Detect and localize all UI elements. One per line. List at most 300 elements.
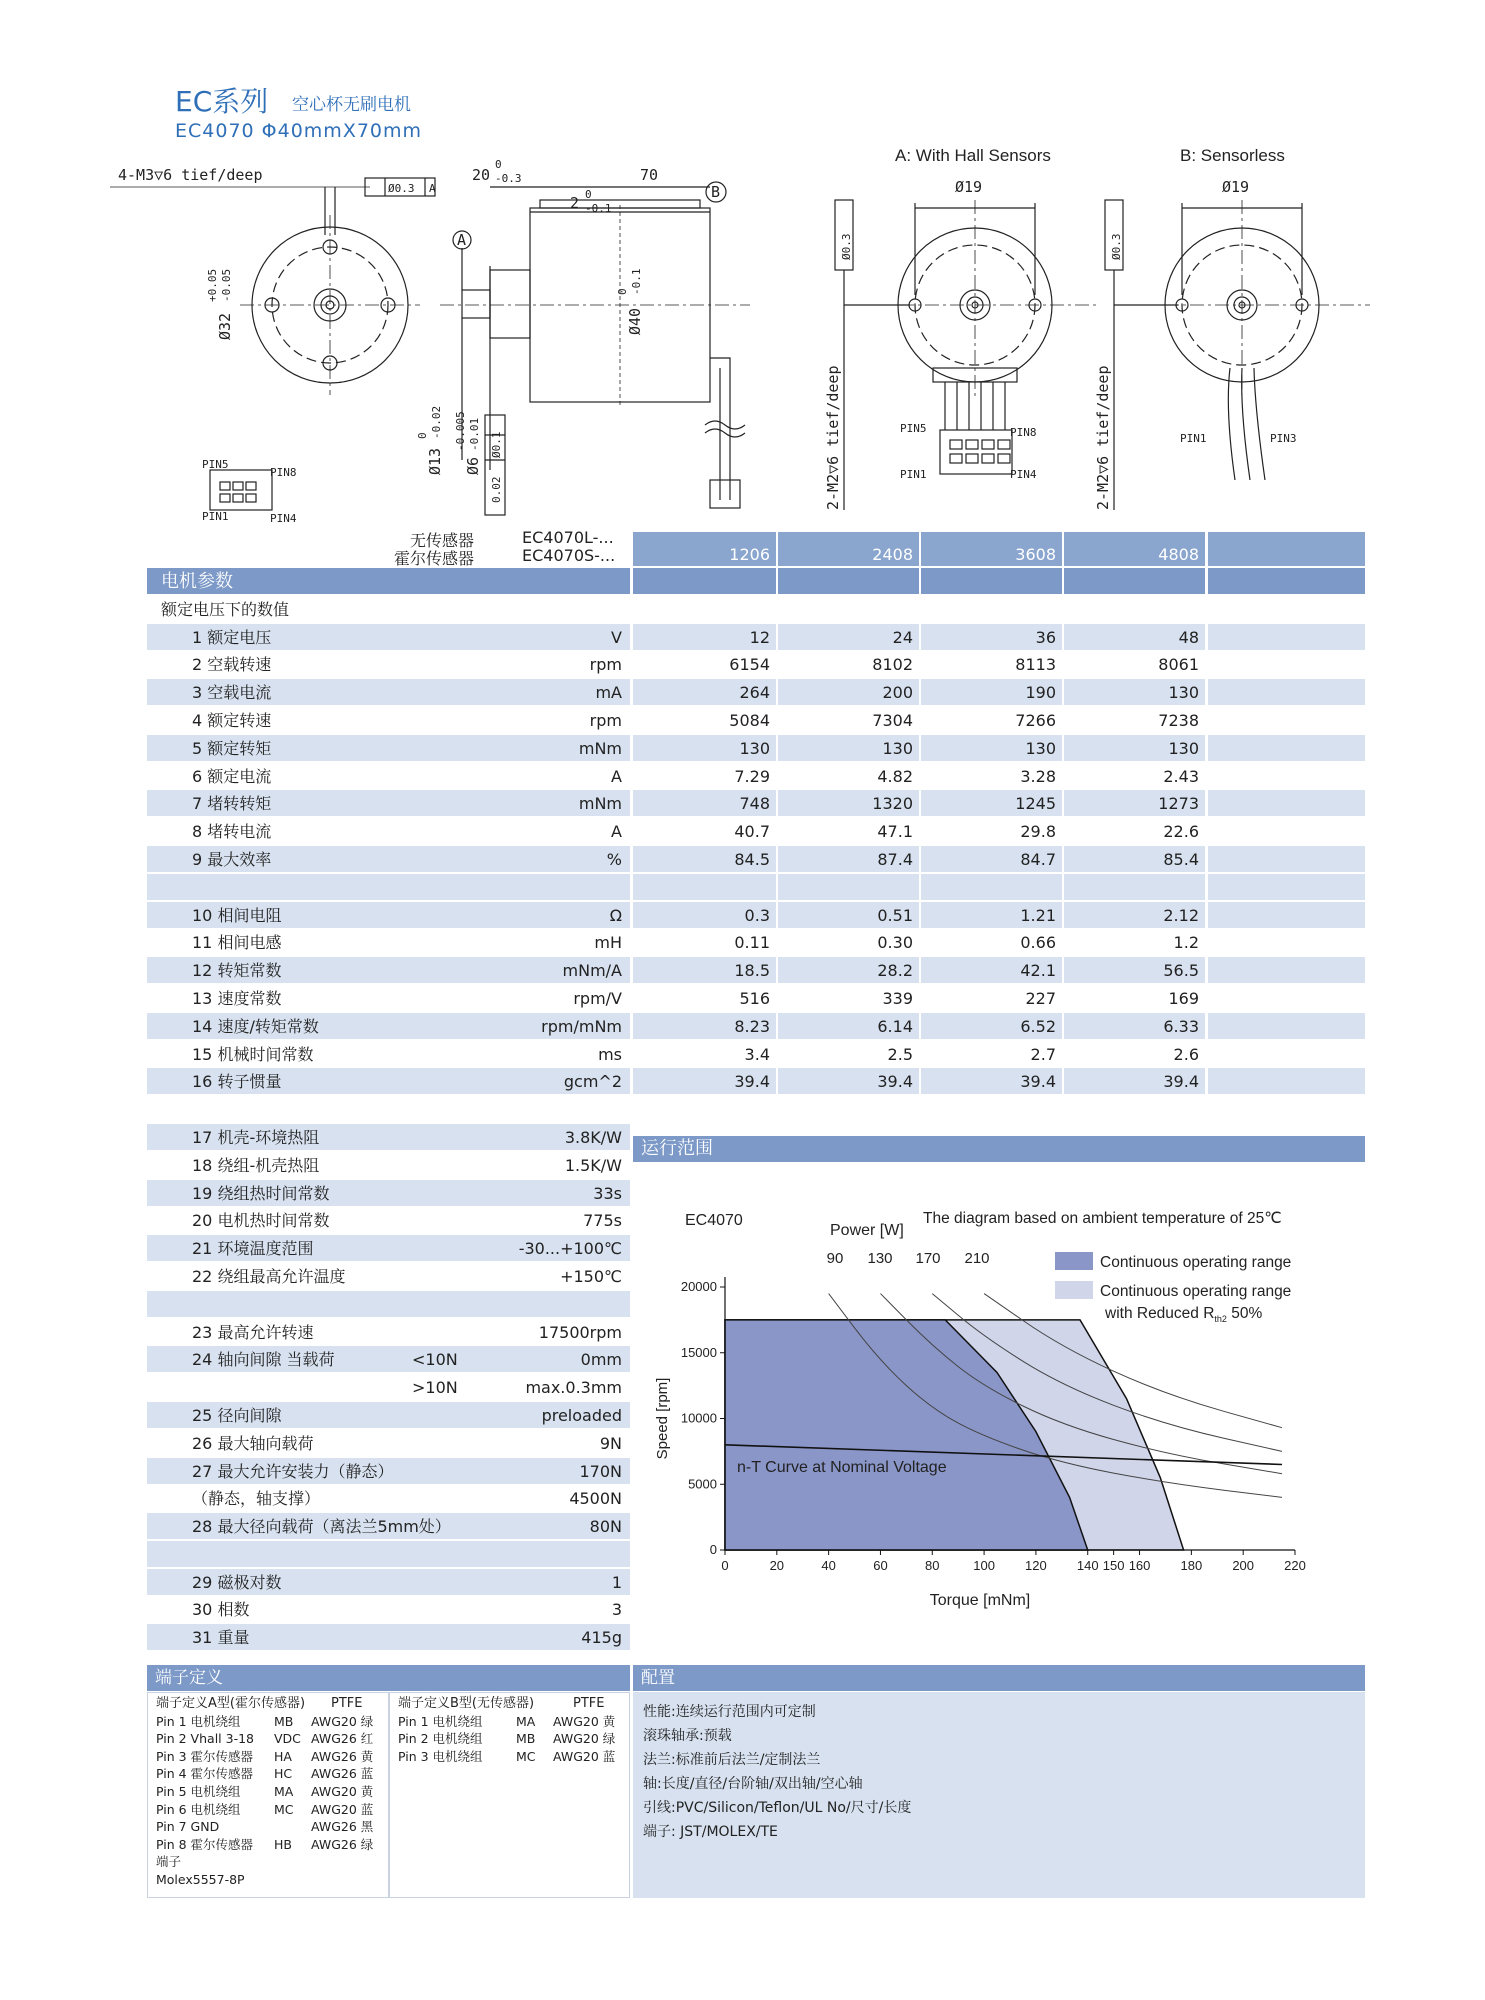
dim-20-tol-bot: -0.3 (495, 172, 522, 185)
param-row (147, 1041, 1365, 1069)
pin-awg: AWG20 蓝 (553, 1748, 616, 1764)
sensorless-dia19: Ø19 (1222, 178, 1250, 196)
param-name: 1 额定电压 (192, 627, 272, 647)
param-name: 9 最大效率 (192, 849, 272, 869)
legend-swatch-continuous (1055, 1252, 1093, 1270)
param-row (147, 846, 1365, 874)
table-cell: 56.5 (1064, 957, 1205, 983)
table-cell: 39.4 (1064, 1068, 1205, 1094)
param-unit: rpm (589, 710, 622, 730)
param-name: 16 转子惯量 (192, 1072, 282, 1092)
param-row (147, 985, 1365, 1013)
dim-20: 20 (472, 166, 491, 184)
pin-signal: MB (516, 1731, 536, 1747)
x-tick-label: 180 (1180, 1558, 1203, 1573)
pin-label: Pin 6 电机绕组 (156, 1801, 241, 1817)
legend-label-reduced-2: with Reduced $R_{th2}$ 50% (1105, 1305, 1263, 1324)
pin-label: Pin 2 Vhall 3-18 (156, 1731, 254, 1747)
table-cell: 7304 (778, 707, 919, 733)
pin-label: Pin 8 霍尔传感器 (156, 1836, 254, 1852)
table-cell (147, 707, 630, 733)
table-cell (633, 874, 776, 900)
pin-awg: AWG20 黄 (553, 1713, 616, 1729)
table-cell: 8.23 (633, 1013, 776, 1039)
table-cell: 7.29 (633, 763, 776, 789)
param-row (147, 1068, 1365, 1096)
dim-40-tol-top: 0 (616, 288, 629, 295)
table-cell: 28.2 (778, 957, 919, 983)
table-cell (147, 624, 630, 650)
range-title: 运行范围 (633, 1136, 1365, 1162)
param-row (147, 763, 1365, 791)
table-cell (147, 1374, 630, 1400)
pin-type-title: 端子定义A型(霍尔传感器) (156, 1696, 306, 1711)
param-row (147, 679, 1365, 707)
param-value: 9N (599, 1433, 622, 1453)
pin-wire-type: PTFE (573, 1696, 605, 1711)
param-unit: rpm/mNm (541, 1016, 622, 1036)
config-box (633, 1692, 1365, 1898)
table-cell: 2.7 (921, 1041, 1062, 1067)
x-tick-label: 80 (925, 1558, 940, 1573)
param-value: 415g (581, 1628, 622, 1648)
param-sub: <10N (412, 1350, 458, 1370)
rated-header: 额定电压下的数值 (161, 599, 290, 619)
sensorless-pin1-label: PIN1 (1180, 432, 1207, 445)
pin-awg: AWG20 蓝 (311, 1801, 374, 1817)
dim-6-tol-bot: -0.01 (468, 417, 481, 451)
param-name: （静态，轴支撑） (192, 1489, 321, 1509)
param-unit: A (611, 766, 622, 786)
param-name: 31 重量 (192, 1628, 250, 1648)
x-axis-label: Torque [mNm] (929, 1592, 1031, 1609)
table-cell: 48 (1064, 624, 1205, 650)
table-cell: 85.4 (1064, 846, 1205, 872)
pin-wire-type: PTFE (331, 1696, 363, 1711)
param-unit: mNm (578, 794, 622, 814)
param-value: 0mm (580, 1350, 622, 1370)
pin-row (398, 1748, 628, 1766)
table-cell (1208, 902, 1365, 928)
table-cell (1208, 1013, 1365, 1039)
table-cell: 339 (778, 985, 919, 1011)
table-cell (147, 957, 630, 983)
table-cell: 42.1 (921, 957, 1062, 983)
param-value: 3 (611, 1600, 622, 1620)
param-row (147, 1013, 1365, 1041)
table-cell (633, 568, 776, 594)
dim-32-tol-top: +0.05 (206, 268, 219, 302)
table-cell (1064, 1096, 1205, 1122)
blank-row (147, 1541, 630, 1567)
table-cell: 6.33 (1064, 1013, 1205, 1039)
y-axis-label: Speed [rpm] (654, 1377, 671, 1460)
table-cell (633, 596, 776, 622)
hall-code: EC4070S-... (522, 546, 616, 565)
param-row (147, 818, 1365, 846)
table-cell (147, 1068, 630, 1094)
pin-label: Pin 3 霍尔传感器 (156, 1748, 254, 1764)
pin-signal: HB (274, 1836, 292, 1852)
pin-signal: MA (274, 1783, 294, 1799)
param-name: 17 机壳-环境热阻 (192, 1127, 320, 1147)
dim-20-tol-top: 0 (495, 158, 502, 171)
rated-header-row (147, 596, 1365, 624)
table-cell (778, 1096, 919, 1122)
param-row (147, 624, 1365, 652)
table-cell: 87.4 (778, 846, 919, 872)
param-unit: % (606, 849, 622, 869)
table-cell (147, 1041, 630, 1067)
hall-pin5-label: PIN5 (900, 422, 927, 435)
table-cell (778, 874, 919, 900)
table-cell (147, 1569, 630, 1595)
sensorless-flat-tolerance: Ø0.3 (1110, 233, 1123, 260)
blank-row (147, 1096, 1365, 1124)
x-tick-label: 0 (721, 1558, 729, 1573)
pin-label: Pin 1 电机绕组 (156, 1713, 241, 1729)
dim-2: 2 (570, 194, 580, 212)
table-cell: 29.8 (921, 818, 1062, 844)
table-cell: 39.4 (921, 1068, 1062, 1094)
param-value: 170N (579, 1461, 622, 1481)
dim-70: 70 (640, 166, 659, 184)
dim-13: Ø13 (426, 447, 444, 475)
table-cell (778, 596, 919, 622)
param-row (147, 651, 1365, 679)
pin-awg: AWG26 黄 (311, 1748, 374, 1764)
table-cell: 7266 (921, 707, 1062, 733)
table-cell (1208, 846, 1365, 872)
param-value: 33s (593, 1183, 622, 1203)
pin-list-a (156, 1695, 386, 1889)
table-cell (921, 596, 1062, 622)
param-name: 11 相间电感 (192, 933, 282, 953)
table-cell (147, 902, 630, 928)
param-row (147, 790, 1365, 818)
param-value: preloaded (541, 1405, 622, 1425)
pin-row (156, 1783, 386, 1801)
table-cell (1208, 790, 1365, 816)
pin-signal: HC (274, 1766, 293, 1782)
table-cell: 6.14 (778, 1013, 919, 1039)
table-cell: 36 (921, 624, 1062, 650)
param-name: 8 堵转电流 (192, 822, 272, 842)
table-cell (1208, 874, 1365, 900)
y-tick-label: 5000 (688, 1476, 717, 1492)
table-cell: 130 (921, 735, 1062, 761)
table-cell (147, 818, 630, 844)
table-cell: 5084 (633, 707, 776, 733)
param-unit: rpm (589, 655, 622, 675)
param-value: 775s (583, 1211, 622, 1231)
table-cell: 130 (1064, 735, 1205, 761)
tol-01: Ø0.1 (490, 431, 503, 458)
table-cell: 2.12 (1064, 902, 1205, 928)
table-cell (147, 985, 630, 1011)
table-cell: 2.6 (1064, 1041, 1205, 1067)
legend-swatch-reduced (1055, 1281, 1093, 1299)
config-item: 轴:长度/直径/台阶轴/双出轴/空心轴 (643, 1776, 863, 1792)
hall-pin1-label: PIN1 (900, 468, 927, 481)
param-unit: mA (595, 683, 622, 703)
conn-pin1-label: PIN1 (202, 510, 229, 523)
pin-label: Pin 1 电机绕组 (398, 1713, 483, 1729)
param-name: 3 空载电流 (192, 683, 272, 703)
table-cell: 电机参数 (147, 568, 630, 594)
chart-title: EC4070 (685, 1212, 743, 1229)
table-cell (1208, 651, 1365, 677)
param-value: 1.5K/W (564, 1155, 622, 1175)
param-row (147, 707, 1365, 735)
table-cell: 8061 (1064, 651, 1205, 677)
table-cell (1208, 596, 1365, 622)
x-tick-label: 220 (1284, 1558, 1306, 1573)
y-tick-label: 10000 (680, 1410, 717, 1426)
param-name: 7 堵转转矩 (192, 794, 272, 814)
table-cell: 0.3 (633, 902, 776, 928)
dim-2-tol-top: 0 (585, 188, 592, 201)
param-unit: Ω (609, 905, 622, 925)
table-cell (147, 1402, 630, 1428)
param-name: 27 最大允许安装力（静态） (192, 1461, 394, 1481)
table-cell (147, 874, 630, 900)
params-section-row (147, 568, 1365, 596)
pin-awg: AWG26 黑 (311, 1819, 374, 1835)
nominal-curve-label: n-T Curve at Nominal Voltage (737, 1459, 947, 1476)
param-name: 20 电机热时间常数 (192, 1211, 330, 1231)
table-cell (147, 1319, 630, 1345)
table-cell (147, 1013, 630, 1039)
table-cell (147, 1096, 630, 1122)
conn-pin8-label: PIN8 (270, 466, 297, 479)
table-cell: 130 (633, 735, 776, 761)
table-cell (147, 1346, 630, 1372)
y-tick-label: 20000 (680, 1279, 717, 1294)
dim-6: Ø6 (464, 456, 482, 475)
table-cell (147, 846, 630, 872)
config-item: 法兰:标准前后法兰/定制法兰 (643, 1752, 821, 1768)
x-tick-label: 40 (821, 1558, 836, 1573)
table-cell (1208, 929, 1365, 955)
table-cell: 130 (778, 735, 919, 761)
table-cell: 3.28 (921, 763, 1062, 789)
x-tick-label: 160 (1128, 1558, 1151, 1573)
pins-title: 端子定义 (147, 1665, 630, 1691)
table-cell (147, 1180, 630, 1206)
param-name: 28 最大径向载荷（离法兰5mm处） (192, 1517, 451, 1537)
pin-awg: AWG20 绿 (553, 1731, 616, 1747)
y-tick-label: 15000 (680, 1344, 717, 1360)
param-name: 18 绕组-机壳热阻 (192, 1155, 320, 1175)
chart-note: The diagram based on ambient temperature of 25℃ (923, 1210, 1282, 1227)
table-cell (1208, 624, 1365, 650)
table-cell (921, 568, 1062, 594)
param-name: 25 径向间隙 (192, 1405, 282, 1425)
param-name: 23 最高允许转速 (192, 1322, 314, 1342)
param-value: 17500rpm (538, 1322, 622, 1342)
table-cell: 1245 (921, 790, 1062, 816)
table-cell (147, 1152, 630, 1178)
x-tick-label: 20 (769, 1558, 785, 1573)
table-cell (147, 1124, 630, 1150)
param-name: 10 相间电阻 (192, 905, 282, 925)
y-tick-label: 0 (709, 1542, 717, 1557)
pin-row (398, 1713, 628, 1731)
table-cell: 40.7 (633, 818, 776, 844)
table-cell: 190 (921, 679, 1062, 705)
param-value: max.0.3mm (525, 1378, 622, 1398)
param-unit: rpm/V (573, 988, 622, 1008)
table-cell: 264 (633, 679, 776, 705)
pin-row (156, 1818, 386, 1836)
param-unit: mNm/A (562, 961, 622, 981)
pin-signal: VDC (274, 1731, 301, 1747)
param-name: 24 轴向间隙 当载荷 (192, 1350, 335, 1370)
conn-pin5-label: PIN5 (202, 458, 229, 471)
param-row (147, 929, 1365, 957)
pin-row (156, 1748, 386, 1766)
dim-32-tol-bot: -0.05 (220, 268, 233, 302)
param-unit: V (611, 627, 622, 647)
series-subtitle: 空心杯无刷电机 (292, 95, 411, 115)
pin-awg: AWG20 黄 (311, 1783, 374, 1799)
config-item: 性能:连续运行范围内可定制 (643, 1704, 816, 1720)
pin-label: Pin 4 霍尔传感器 (156, 1766, 254, 1782)
table-cell (147, 790, 630, 816)
no-sensor-code: EC4070L-... (522, 528, 614, 547)
table-cell: 169 (1064, 985, 1205, 1011)
table-cell: 0.30 (778, 929, 919, 955)
table-cell: 2.43 (1064, 763, 1205, 789)
table-cell: 516 (633, 985, 776, 1011)
param-name: 29 磁极对数 (192, 1572, 282, 1592)
table-cell (147, 1458, 630, 1484)
param-name: 2 空载转速 (192, 655, 272, 675)
pin-type-title: 端子定义B型(无传感器) (398, 1696, 535, 1711)
table-cell (1208, 1068, 1365, 1094)
table-cell: 3.4 (633, 1041, 776, 1067)
table-cell (1208, 568, 1365, 594)
table-cell (1208, 763, 1365, 789)
table-cell: 39.4 (778, 1068, 919, 1094)
config-item: 端子: JST/MOLEX/TE (643, 1824, 778, 1840)
dim-32: Ø32 (216, 312, 234, 340)
table-cell (1064, 596, 1205, 622)
table-cell (147, 1624, 630, 1650)
table-cell (147, 1513, 630, 1539)
x-tick-label: 200 (1232, 1558, 1255, 1573)
no-sensor-label: 无传感器 (410, 531, 475, 550)
pin-label: Pin 2 电机绕组 (398, 1731, 483, 1747)
param-unit: A (611, 822, 622, 842)
model-title: EC4070 Φ40mmX70mm (175, 120, 423, 142)
table-cell: 22.6 (1064, 818, 1205, 844)
sensorless-view-title: B: Sensorless (1180, 146, 1285, 165)
table-cell (147, 1596, 630, 1622)
param-name: 26 最大轴向载荷 (192, 1433, 314, 1453)
table-cell: 1.2 (1064, 929, 1205, 955)
sensorless-pin3-label: PIN3 (1270, 432, 1297, 445)
param-unit: mNm (578, 738, 622, 758)
pin-row (156, 1765, 386, 1783)
pin-row (156, 1801, 386, 1819)
pin-label: Pin 3 电机绕组 (398, 1748, 483, 1764)
pin-box-a (147, 1692, 389, 1898)
datum-b-marker: B (711, 183, 721, 201)
pin-awg: AWG20 绿 (311, 1713, 374, 1729)
x-tick-label: 100 (973, 1558, 995, 1573)
hall-view-title: A: With Hall Sensors (895, 146, 1051, 165)
series-title: EC系列 (175, 85, 269, 118)
hall-pin4-label: PIN4 (1010, 468, 1037, 481)
table-cell: 6154 (633, 651, 776, 677)
x-tick-label: 120 (1025, 1558, 1047, 1573)
power-value-label: 130 (867, 1250, 893, 1267)
table-cell: 18.5 (633, 957, 776, 983)
param-name: 19 绕组热时间常数 (192, 1183, 330, 1203)
power-value-label: 170 (915, 1250, 941, 1267)
dim-13-tol-bot: -0.02 (430, 405, 443, 439)
pin-awg: AWG26 蓝 (311, 1766, 374, 1782)
param-unit: mH (594, 933, 622, 953)
config-list (643, 1700, 1343, 1844)
table-cell (1208, 679, 1365, 705)
param-name: 6 额定电流 (192, 766, 272, 786)
param-name: 12 转矩常数 (192, 961, 282, 981)
legend-label-reduced: Continuous operating range (1100, 1283, 1292, 1300)
pin-header (156, 1695, 386, 1713)
variant-1206: 1206 (633, 532, 776, 566)
table-cell (1208, 1096, 1365, 1122)
hall-side-callout: 2-M2▽6 tief/deep (824, 365, 842, 510)
legend-label-continuous: Continuous operating range (1100, 1254, 1292, 1271)
table-cell: 1320 (778, 790, 919, 816)
hall-flat-tolerance: Ø0.3 (840, 233, 853, 260)
table-cell: 0.11 (633, 929, 776, 955)
param-value: +150℃ (560, 1266, 622, 1286)
table-cell: 0.66 (921, 929, 1062, 955)
param-value: -30...+100℃ (518, 1239, 622, 1259)
variant-4808: 4808 (1064, 532, 1205, 566)
variant-2408: 2408 (778, 532, 919, 566)
table-cell: 24 (778, 624, 919, 650)
table-cell (147, 1263, 630, 1289)
pin-box-b (389, 1692, 630, 1898)
blank-row (147, 874, 1365, 902)
table-cell: 1273 (1064, 790, 1205, 816)
table-cell (147, 929, 630, 955)
table-cell (147, 651, 630, 677)
x-tick-label: 60 (873, 1558, 888, 1573)
table-cell: 6.52 (921, 1013, 1062, 1039)
param-row (147, 902, 1365, 930)
dim-40-tol-bot: -0.1 (630, 268, 643, 295)
pin-signal: MC (274, 1801, 294, 1817)
hall-label: 霍尔传感器 (394, 549, 475, 568)
pin-signal: MC (516, 1748, 536, 1764)
param-name: 15 机械时间常数 (192, 1044, 314, 1064)
operating-range-chart (645, 1195, 1365, 1635)
hall-pin8-label: PIN8 (1010, 426, 1037, 439)
param-value: 80N (589, 1517, 622, 1537)
pin-signal: MB (274, 1713, 294, 1729)
table-cell: 8113 (921, 651, 1062, 677)
hall-dia19: Ø19 (955, 178, 983, 196)
dim-13-tol-top: 0 (416, 432, 429, 439)
table-cell (147, 1235, 630, 1261)
pin-header (398, 1695, 628, 1713)
